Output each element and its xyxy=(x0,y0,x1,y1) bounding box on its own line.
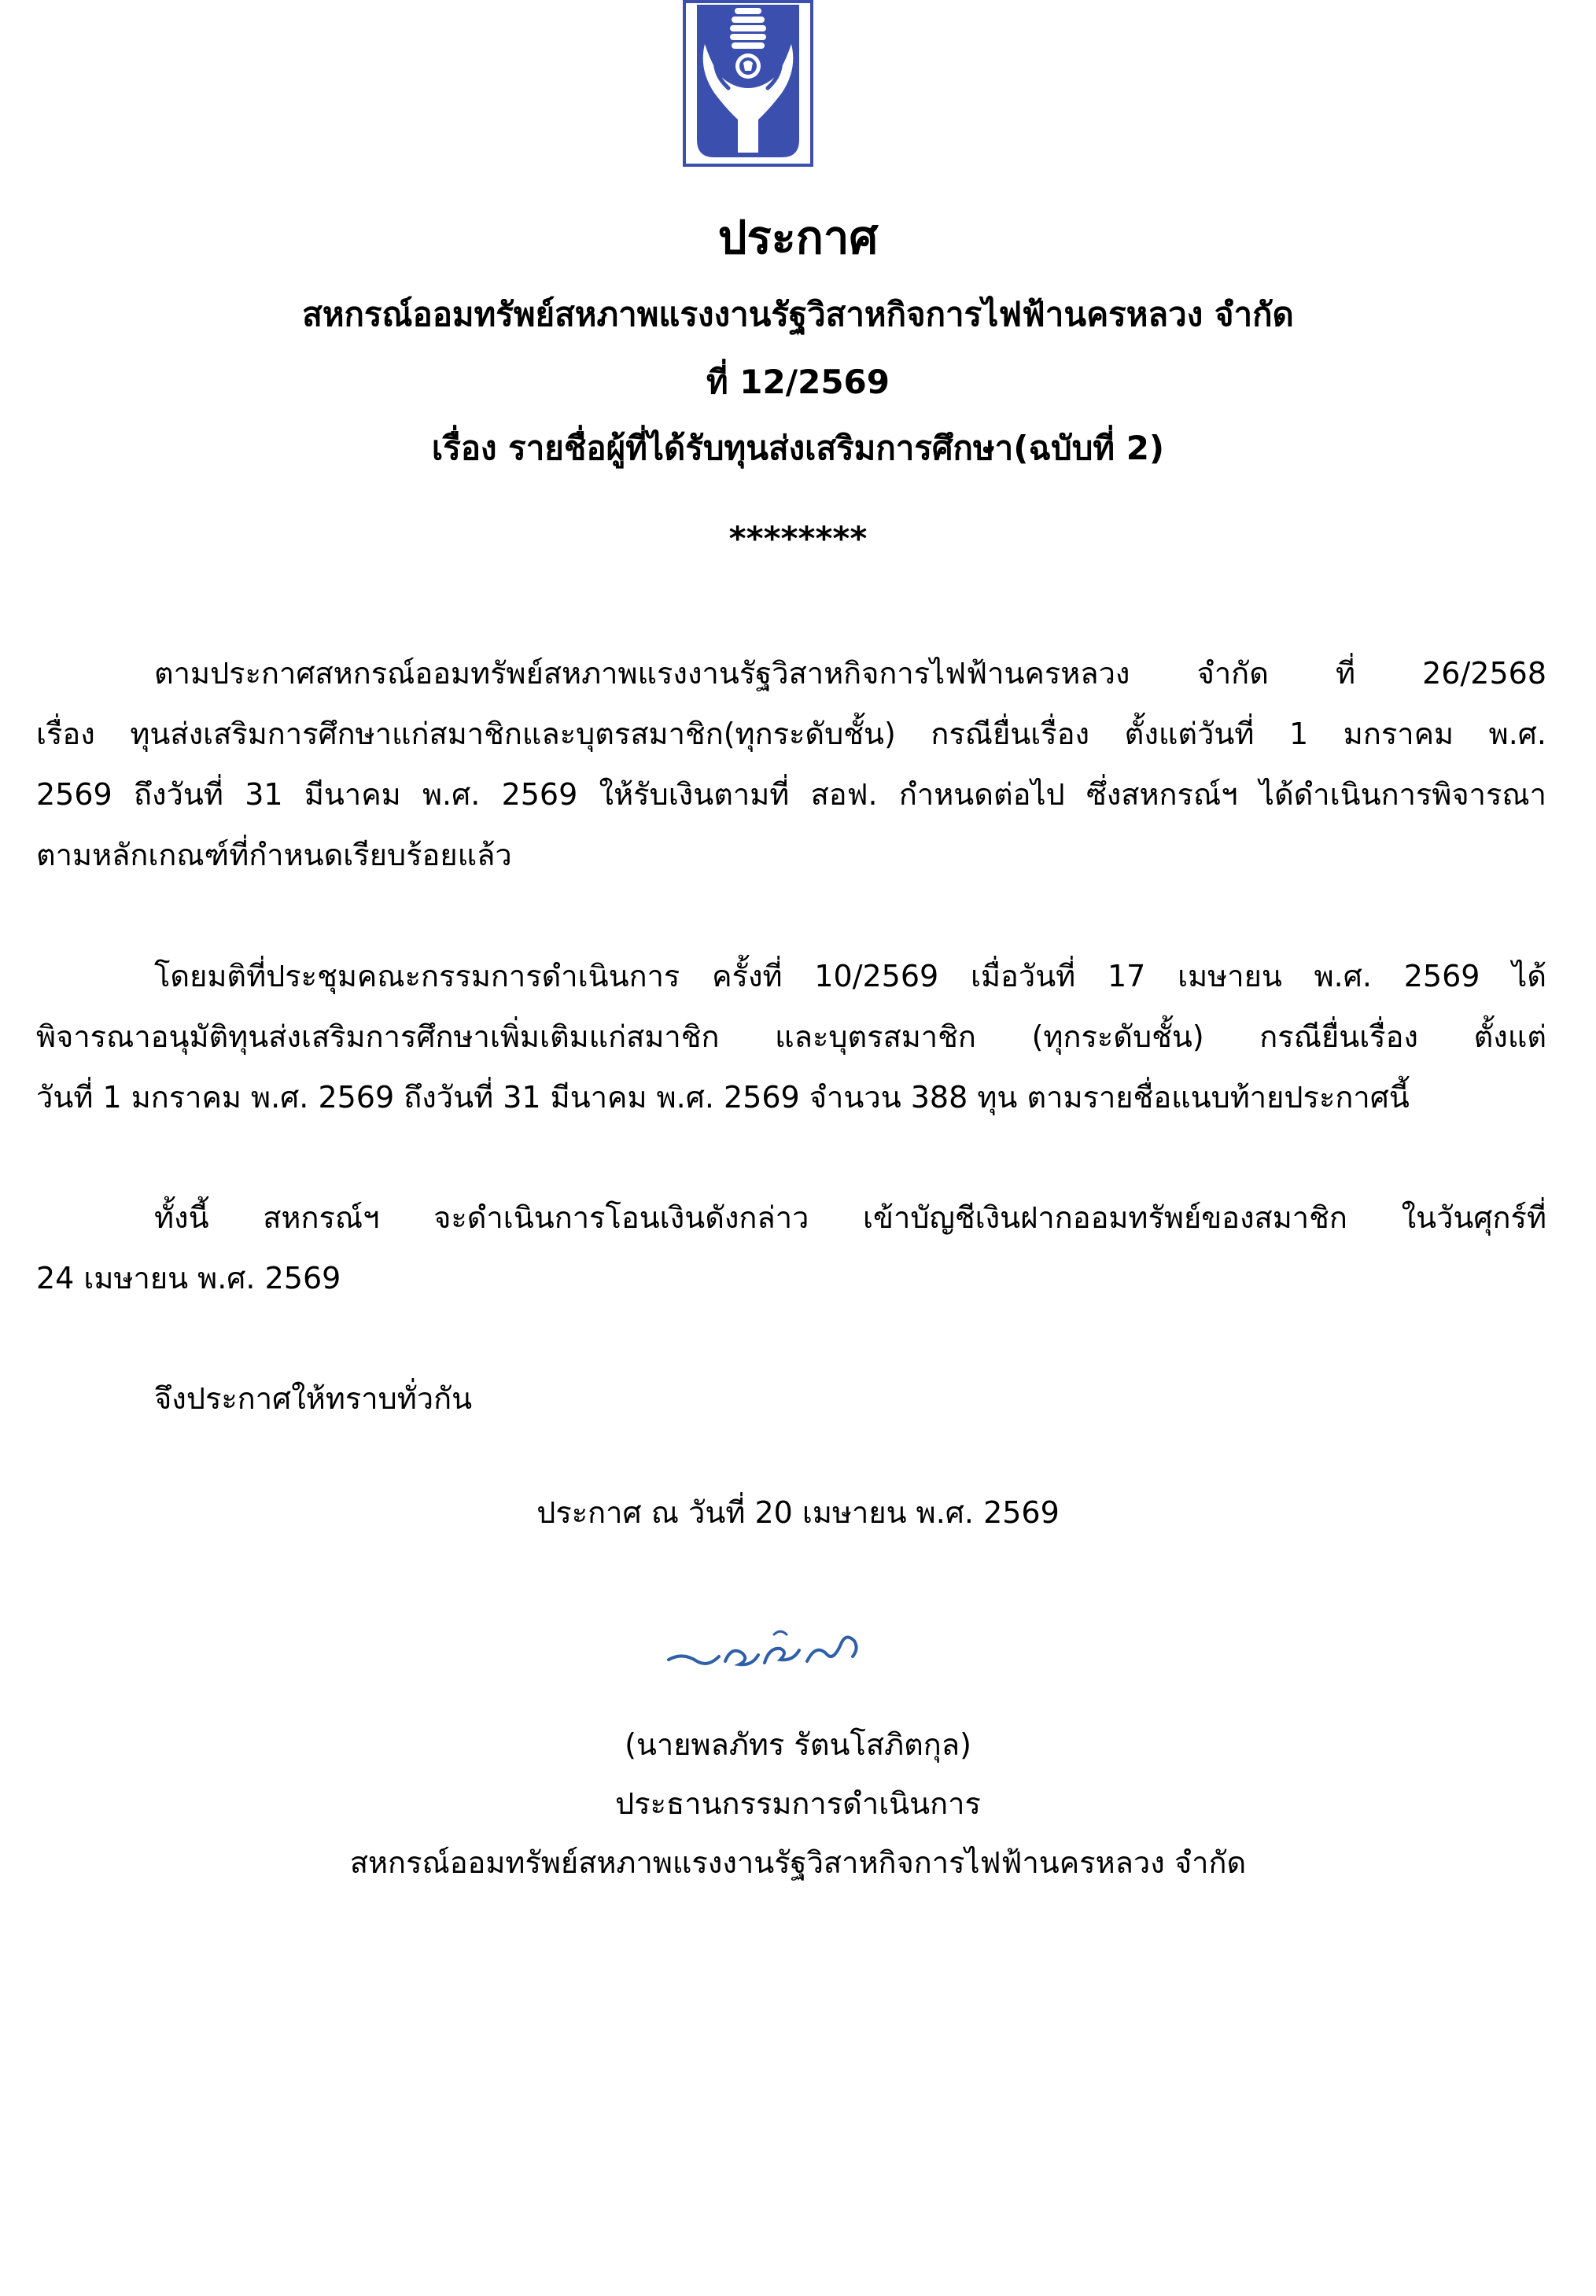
paragraph-transfer xyxy=(36,1188,1546,1309)
paragraph-line: โดยมติที่ประชุมคณะกรรมการดำเนินการ ครั้งที่ 10/2569 เมื่อวันที่ 17 เมษายน พ.ศ. 2569 ได้ xyxy=(154,959,1546,993)
paragraph-closing xyxy=(36,1369,1546,1429)
paragraph-line: ตามประกาศสหกรณ์ออมทรัพย์สหภาพแรงงานรัฐวิสาหกิจการไฟฟ้านครหลวง จำกัด ที่ 26/2568 xyxy=(154,656,1546,691)
paragraph-line: ตามหลักเกณฑ์ที่กำหนดเรียบร้อยแล้ว xyxy=(36,838,512,872)
announcement-number: ที่ 12/2569 xyxy=(706,363,890,401)
announcement-subject: เรื่อง รายชื่อผู้ที่ได้รับทุนส่งเสริมการศึกษา(ฉบับที่ 2) xyxy=(431,429,1165,467)
paragraph-resolution xyxy=(36,946,1546,1128)
announcement-date: ประกาศ ณ วันที่ 20 เมษายน พ.ศ. 2569 xyxy=(536,1495,1060,1530)
organization-name: สหกรณ์ออมทรัพย์สหภาพแรงงานรัฐวิสาหกิจการไฟฟ้านครหลวง จำกัด xyxy=(302,295,1294,334)
paragraph-line: จึงประกาศให้ทราบทั่วกัน xyxy=(154,1381,473,1416)
paragraph-line: ทั้งนี้ สหกรณ์ฯ จะดำเนินการโอนเงินดังกล่าว เข้าบัญชีเงินฝากออมทรัพย์ของสมาชิก ในวันศุกร์ที่ xyxy=(154,1200,1546,1235)
handwritten-signature-icon xyxy=(661,1611,881,1682)
paragraph-line: พิจารณาอนุมัติทุนส่งเสริมการศึกษาเพิ่มเติมแก่สมาชิก และบุตรสมาชิก (ทุกระดับชั้น) กรณียื่นเรื่อง ตั้งแต่ xyxy=(36,1019,1546,1054)
paragraph-line: วันที่ 1 มกราคม พ.ศ. 2569 ถึงวันที่ 31 มีนาคม พ.ศ. 2569 จำนวน 388 ทุน ตามรายชื่อแนบท้ายประกาศนี้ xyxy=(36,1080,1410,1115)
separator: ******** xyxy=(728,519,868,558)
cooperative-logo-icon xyxy=(683,0,813,167)
paragraph-reference xyxy=(36,643,1546,886)
paragraph-line: 24 เมษายน พ.ศ. 2569 xyxy=(36,1261,341,1295)
signatory-organization: สหกรณ์ออมทรัพย์สหภาพแรงงานรัฐวิสาหกิจการไฟฟ้านครหลวง จำกัด xyxy=(349,1845,1247,1880)
paragraph-line: เรื่อง ทุนส่งเสริมการศึกษาแก่สมาชิกและบุตรสมาชิก(ทุกระดับชั้น) กรณียื่นเรื่อง ตั้งแต่วันที่ 1 มกราคม พ.ศ. xyxy=(36,717,1546,751)
signatory-position: ประธานกรรมการดำเนินการ xyxy=(615,1786,981,1821)
announcement-title: ประกาศ xyxy=(717,211,879,264)
signatory-name: (นายพลภัทร รัตนโสภิตกุล) xyxy=(625,1727,971,1762)
paragraph-line: 2569 ถึงวันที่ 31 มีนาคม พ.ศ. 2569 ให้รับเงินตามที่ สอฟ. กำหนดต่อไป ซึ่งสหกรณ์ฯ ได้ดำเนินการพิจารณา xyxy=(36,777,1546,812)
